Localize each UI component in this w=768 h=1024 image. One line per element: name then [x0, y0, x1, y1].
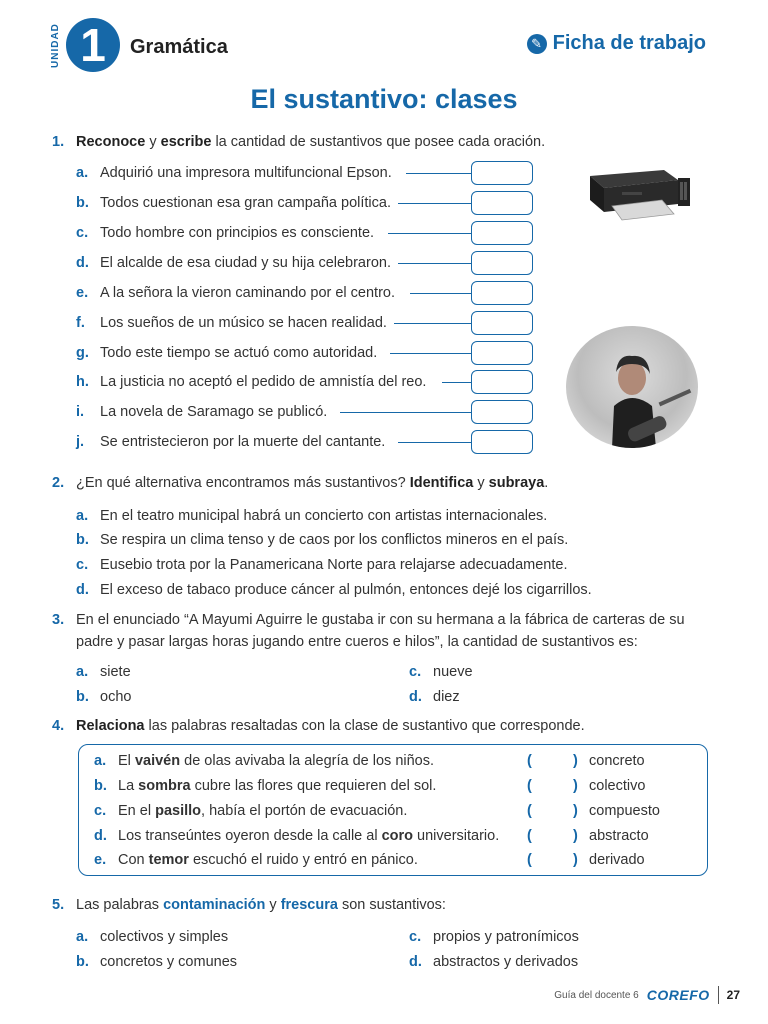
item-text: Con — [118, 852, 145, 868]
footer-divider — [718, 986, 719, 1004]
connector: y — [269, 897, 277, 913]
instruction-verb: Relaciona — [76, 718, 145, 734]
answer-box[interactable] — [471, 430, 533, 454]
item-text: Todo este tiempo se actuó como autoridad. — [100, 345, 378, 361]
option-text: ocho — [100, 689, 132, 705]
section-title: Gramática — [130, 36, 228, 58]
question-number: 2. — [52, 475, 65, 491]
question-2 — [52, 473, 548, 493]
instruction-text: ¿En qué alternativa encontramos más sustantivos? — [76, 475, 406, 491]
item-letter: i. — [76, 404, 85, 420]
item-letter: d. — [94, 828, 107, 844]
paren-open: ( — [527, 852, 532, 868]
paren-open: ( — [527, 778, 532, 794]
instruction-verb: subraya — [488, 475, 545, 491]
paren-close[interactable]: ) — [573, 753, 578, 769]
item-letter: h. — [76, 374, 89, 390]
paren-close[interactable]: ) — [573, 852, 578, 868]
option-item — [76, 927, 228, 947]
ficha-text: Ficha de trabajo — [552, 32, 706, 54]
instruction-verb: escribe — [160, 134, 212, 150]
connector-line — [398, 263, 471, 264]
noun-class: compuesto — [589, 803, 660, 819]
list-item — [76, 506, 547, 526]
item-letter: c. — [76, 225, 89, 241]
unit-number: 1 — [66, 18, 120, 72]
item-text: Se entristecieron por la muerte del cantante. — [100, 434, 386, 450]
highlighted-word: vaivén — [134, 753, 181, 769]
instruction-text: las palabras resaltadas con la clase de sustantivo que corresponde. — [148, 718, 585, 734]
question-text: En el enunciado “A Mayumi Aguirre le gustaba ir con su hermana a la fábrica de carteras de su — [76, 612, 685, 628]
item-letter: e. — [94, 852, 107, 868]
highlighted-word: pasillo — [155, 803, 202, 819]
item-text: La — [118, 778, 135, 794]
connector-line — [390, 353, 471, 354]
option-text: colectivos y simples — [100, 929, 229, 945]
instruction-text: la cantidad de sustantivos que posee cada oración. — [215, 134, 546, 150]
question-number: 5. — [52, 897, 65, 913]
item-letter: a. — [94, 753, 107, 769]
item-text: La justicia no aceptó el pedido de amnistía del reo. — [100, 374, 427, 390]
option-item — [76, 687, 131, 707]
item-text: , había el portón de evacuación. — [201, 803, 408, 819]
option-letter: b. — [76, 954, 89, 970]
answer-box[interactable] — [471, 251, 533, 275]
paren-close[interactable]: ) — [573, 828, 578, 844]
item-letter: d. — [76, 582, 89, 598]
paren-close[interactable]: ) — [573, 778, 578, 794]
list-item — [76, 580, 592, 600]
item-text: Adquirió una impresora multifuncional Epson. — [100, 165, 392, 181]
list-item — [76, 193, 391, 213]
answer-box[interactable] — [471, 311, 533, 335]
instruction-verb: Reconoce — [76, 134, 146, 150]
option-item — [409, 952, 578, 972]
option-letter: a. — [76, 929, 89, 945]
paren-open: ( — [527, 803, 532, 819]
list-item — [76, 163, 392, 183]
paren-close[interactable]: ) — [573, 803, 578, 819]
item-letter: c. — [94, 803, 107, 819]
relation-item — [94, 776, 436, 796]
question-text: padre y pasar largas horas jugando entre cueros e hilos”, la cantidad de sustantivos es: — [76, 634, 638, 650]
list-item — [76, 555, 568, 575]
option-text: propios y patronímicos — [433, 929, 579, 945]
question-5 — [52, 895, 446, 915]
item-text: El exceso de tabaco produce cáncer al pulmón, entonces dejé los cigarrillos. — [100, 582, 592, 598]
noun-class: derivado — [589, 852, 645, 868]
question-4 — [52, 716, 585, 736]
item-text: Todos cuestionan esa gran campaña política. — [100, 195, 391, 211]
list-item — [76, 343, 377, 363]
item-text: de olas avivaba la alegría de los niños. — [184, 753, 435, 769]
option-item — [76, 952, 237, 972]
relation-item — [94, 801, 407, 821]
question-number: 1. — [52, 134, 65, 150]
highlighted-word: sombra — [138, 778, 191, 794]
noun-class: concreto — [589, 753, 645, 769]
answer-box[interactable] — [471, 341, 533, 365]
punctuation: . — [544, 475, 549, 491]
item-letter: g. — [76, 345, 89, 361]
option-letter: c. — [409, 929, 422, 945]
item-text: En el — [118, 803, 152, 819]
option-item — [409, 927, 579, 947]
connector-line — [340, 412, 471, 413]
item-letter: a. — [76, 508, 89, 524]
item-text: En el teatro municipal habrá un concierto con artistas internacionales. — [100, 508, 548, 524]
item-letter: a. — [76, 165, 89, 181]
item-text: escuchó el ruido y entró en pánico. — [192, 852, 418, 868]
instruction-verb: Identifica — [409, 475, 474, 491]
question-3 — [52, 610, 685, 630]
highlighted-word: temor — [148, 852, 189, 868]
option-letter: b. — [76, 689, 89, 705]
connector-line — [442, 382, 471, 383]
unit-label: UNIDAD — [50, 23, 61, 69]
list-item — [76, 402, 327, 422]
connector-line — [394, 323, 471, 324]
question-number: 4. — [52, 718, 65, 734]
item-text: universitario. — [417, 828, 500, 844]
answer-box[interactable] — [471, 400, 533, 424]
connector: y — [477, 475, 485, 491]
page-footer — [554, 986, 740, 1004]
option-item — [76, 662, 131, 682]
item-letter: b. — [76, 195, 89, 211]
list-item — [76, 313, 387, 333]
item-text: El — [118, 753, 131, 769]
item-text: Los sueños de un músico se hacen realidad. — [100, 315, 387, 331]
connector-line — [406, 173, 471, 174]
answer-box[interactable] — [471, 191, 533, 215]
relation-item — [94, 850, 418, 870]
item-letter: b. — [76, 532, 89, 548]
highlighted-word: contaminación — [163, 897, 266, 913]
item-text: La novela de Saramago se publicó. — [100, 404, 328, 420]
item-text: A la señora la vieron caminando por el centro. — [100, 285, 396, 301]
noun-class: abstracto — [589, 828, 649, 844]
list-item — [76, 223, 374, 243]
item-text: Los transeúntes oyeron desde la calle al — [118, 828, 378, 844]
answer-box[interactable] — [471, 370, 533, 394]
item-text: Se respira un clima tenso y de caos por los conflictos mineros en el país. — [100, 532, 569, 548]
answer-box[interactable] — [471, 281, 533, 305]
option-item — [409, 662, 473, 682]
answer-box[interactable] — [471, 221, 533, 245]
option-text: diez — [433, 689, 460, 705]
answer-box[interactable] — [471, 161, 533, 185]
option-letter: a. — [76, 664, 89, 680]
option-item — [409, 687, 460, 707]
paren-open: ( — [527, 753, 532, 769]
item-text: El alcalde de esa ciudad y su hija celebraron. — [100, 255, 391, 271]
option-letter: d. — [409, 954, 422, 970]
option-text: siete — [100, 664, 131, 680]
guitarist-figure — [566, 326, 698, 448]
list-item — [76, 432, 385, 452]
item-letter: j. — [76, 434, 85, 450]
connector-line — [410, 293, 471, 294]
question-1 — [52, 132, 545, 152]
relation-item — [94, 826, 499, 846]
ficha-label — [527, 32, 706, 55]
question-3-line-2 — [76, 632, 638, 652]
item-letter: b. — [94, 778, 107, 794]
connector: y — [149, 134, 157, 150]
brand-logo: COREFO — [646, 987, 710, 1003]
relation-item — [94, 751, 434, 771]
option-letter: c. — [409, 664, 422, 680]
highlighted-word: coro — [381, 828, 414, 844]
list-item — [76, 530, 568, 550]
item-letter: d. — [76, 255, 89, 271]
question-number: 3. — [52, 612, 65, 628]
item-letter: e. — [76, 285, 89, 301]
page-title: El sustantivo: clases — [250, 84, 518, 114]
item-text: Eusebio trota por la Panamericana Norte para relajarse adecuadamente. — [100, 557, 568, 573]
item-letter: c. — [76, 557, 89, 573]
connector-line — [388, 233, 471, 234]
highlighted-word: frescura — [280, 897, 338, 913]
question-text: son sustantivos: — [341, 897, 446, 913]
item-text: cubre las flores que requieren del sol. — [194, 778, 437, 794]
option-text: nueve — [433, 664, 473, 680]
list-item — [76, 283, 395, 303]
page-number: 27 — [726, 988, 740, 1002]
list-item — [76, 372, 426, 392]
guide-label: Guía del docente 6 — [554, 989, 639, 1001]
option-text: abstractos y derivados — [433, 954, 579, 970]
option-letter: d. — [409, 689, 422, 705]
printer-image — [582, 162, 694, 222]
item-text: Todo hombre con principios es consciente. — [100, 225, 375, 241]
paren-open: ( — [527, 828, 532, 844]
pencil-icon: ✎ — [527, 34, 547, 54]
list-item — [76, 253, 391, 273]
question-text: Las palabras — [76, 897, 160, 913]
connector-line — [398, 203, 471, 204]
item-letter: f. — [76, 315, 85, 331]
connector-line — [398, 442, 471, 443]
option-text: concretos y comunes — [100, 954, 238, 970]
noun-class: colectivo — [589, 778, 646, 794]
guitarist-photo — [566, 326, 698, 448]
